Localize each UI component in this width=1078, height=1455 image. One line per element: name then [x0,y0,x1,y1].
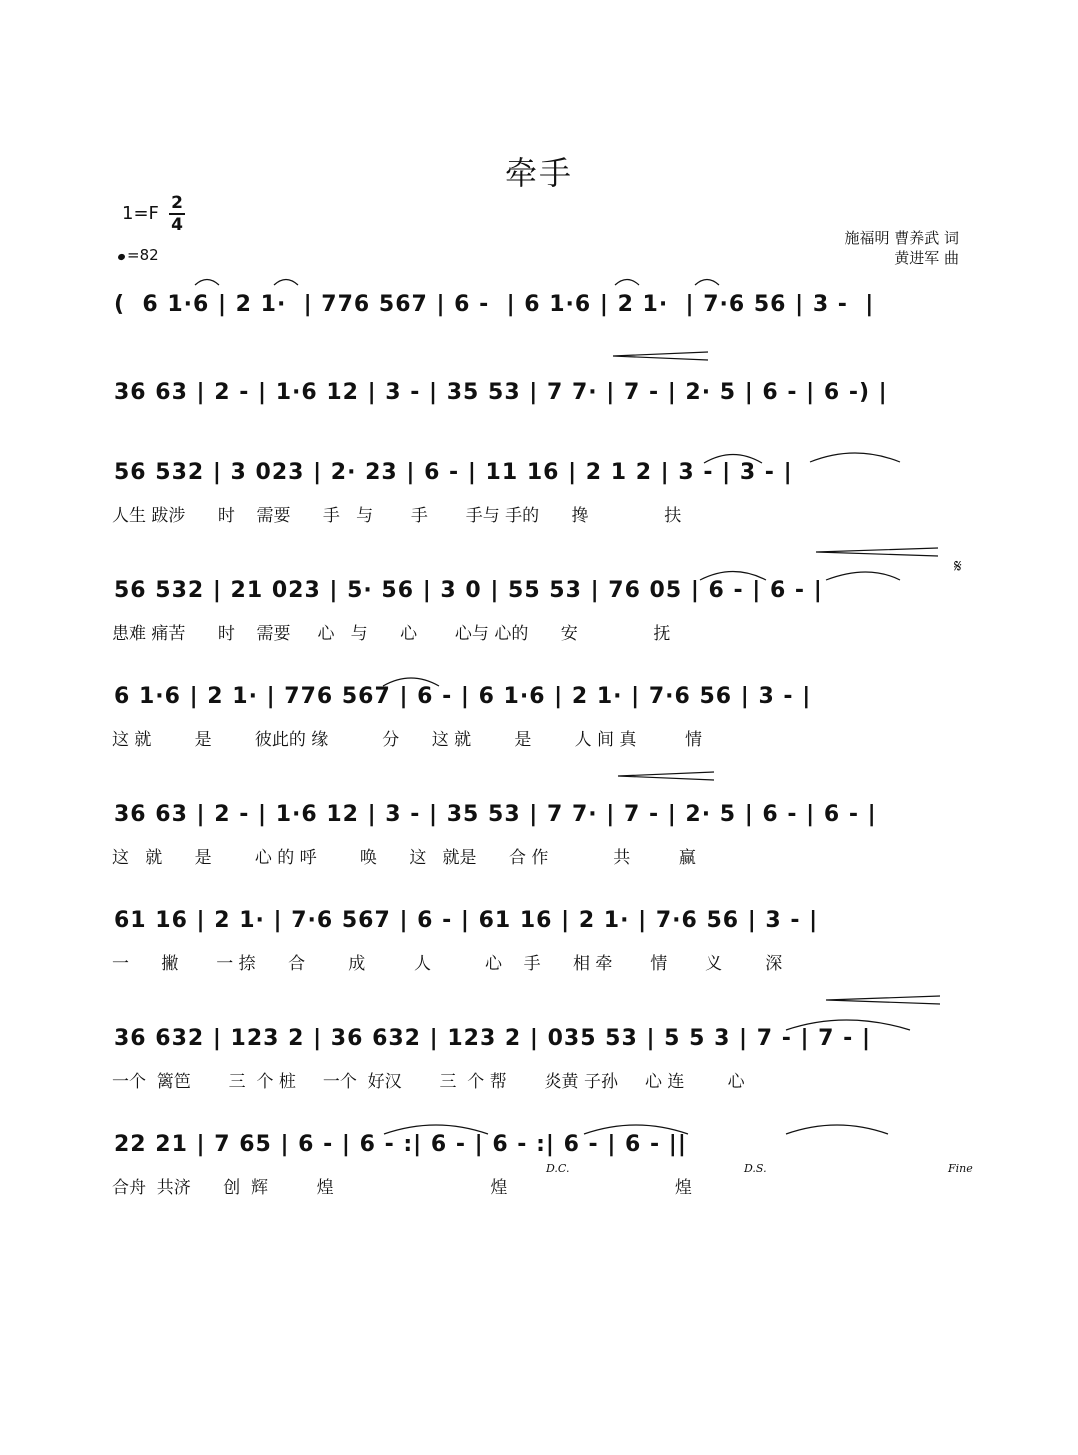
crescendo-hairpin [618,772,714,780]
score-row-2: 36 63 | 2 - | 1·6 12 | 3 - | 35 53 | 7 7· | 7 - | 2· 5 | 6 - | 6 -) | [114,380,888,405]
ds-mark: D.S. [744,1162,767,1175]
tempo-value: =82 [127,246,159,264]
segno-mark: 𝄋 [954,556,962,577]
lyric-row-3: 人生 跋涉 时 需要 手 与 手 手与 手的 搀 扶 [112,506,682,526]
lyric-row-7: 一 撇 一 捺 合 成 人 心 手 相 牵 情 义 深 [112,954,783,974]
lyric-row-9: 合舟 共济 创 辉 煌 煌 煌 [112,1178,692,1198]
slur-arc [195,280,219,286]
lyric-row-5: 这 就 是 彼此的 缘 分 这 就 是 人 间 真 情 [112,730,703,750]
time-signature-top: 2 [171,193,183,213]
credits [844,228,959,268]
key-signature: 1=F [122,203,159,224]
quarter-note-icon [117,253,126,261]
score-row-3: 56 532 | 3 023 | 2· 23 | 6 - | 11 16 | 2 1 2 | 3 - | 3 - | [114,460,793,485]
score-row-9: 22 21 | 7 65 | 6 - | 6 - :| 6 - | 6 - :| 6 - | 6 - || [114,1132,687,1157]
crescendo-hairpin [613,352,708,360]
score-row-6: 36 63 | 2 - | 1·6 12 | 3 - | 35 53 | 7 7· | 7 - | 2· 5 | 6 - | 6 - | [114,802,877,827]
crescendo-hairpin [816,548,938,556]
crescendo-hairpin [826,996,940,1004]
score-row-7: 61 16 | 2 1· | 7·6 567 | 6 - | 61 16 | 2 1· | 7·6 56 | 3 - | [114,908,819,933]
composer-credit: 黄进军 曲 [894,249,959,267]
lyricist-credit: 施福明 曹养武 词 [844,229,959,247]
time-signature-bottom: 4 [171,215,183,235]
lyric-row-8: 一个 篱笆 三 个 桩 一个 好汉 三 个 帮 炎黄 子孙 心 连 心 [112,1072,745,1092]
slur-arc [695,280,719,286]
dc-mark: D.C. [546,1162,570,1175]
score-row-8: 36 632 | 123 2 | 36 632 | 123 2 | 035 53 | 5 5 3 | 7 - | 7 - | [114,1026,871,1051]
lyric-row-4: 患难 痛苦 时 需要 心 与 心 心与 心的 安 抚 [112,624,671,644]
score-row-4: 56 532 | 21 023 | 5· 56 | 3 0 | 55 53 | 76 05 | 6 - | 6 - | [114,578,823,603]
fine-mark: Fine [948,1162,973,1175]
lyric-row-6: 这 就 是 心 的 呼 唤 这 就是 合 作 共 赢 [112,848,696,868]
score-row-5: 6 1·6 | 2 1· | 776 567 | 6 - | 6 1·6 | 2 1· | 7·6 56 | 3 - | [114,684,812,709]
tempo-marking [118,246,159,264]
slur-arc [274,280,298,286]
score-row-1: ( 6 1·6 | 2 1· | 776 567 | 6 - | 6 1·6 | 2 1· | 7·6 56 | 3 - | [114,292,875,317]
slur-arc [615,280,639,286]
song-title: 牵手 [504,154,573,192]
time-signature [168,193,186,235]
